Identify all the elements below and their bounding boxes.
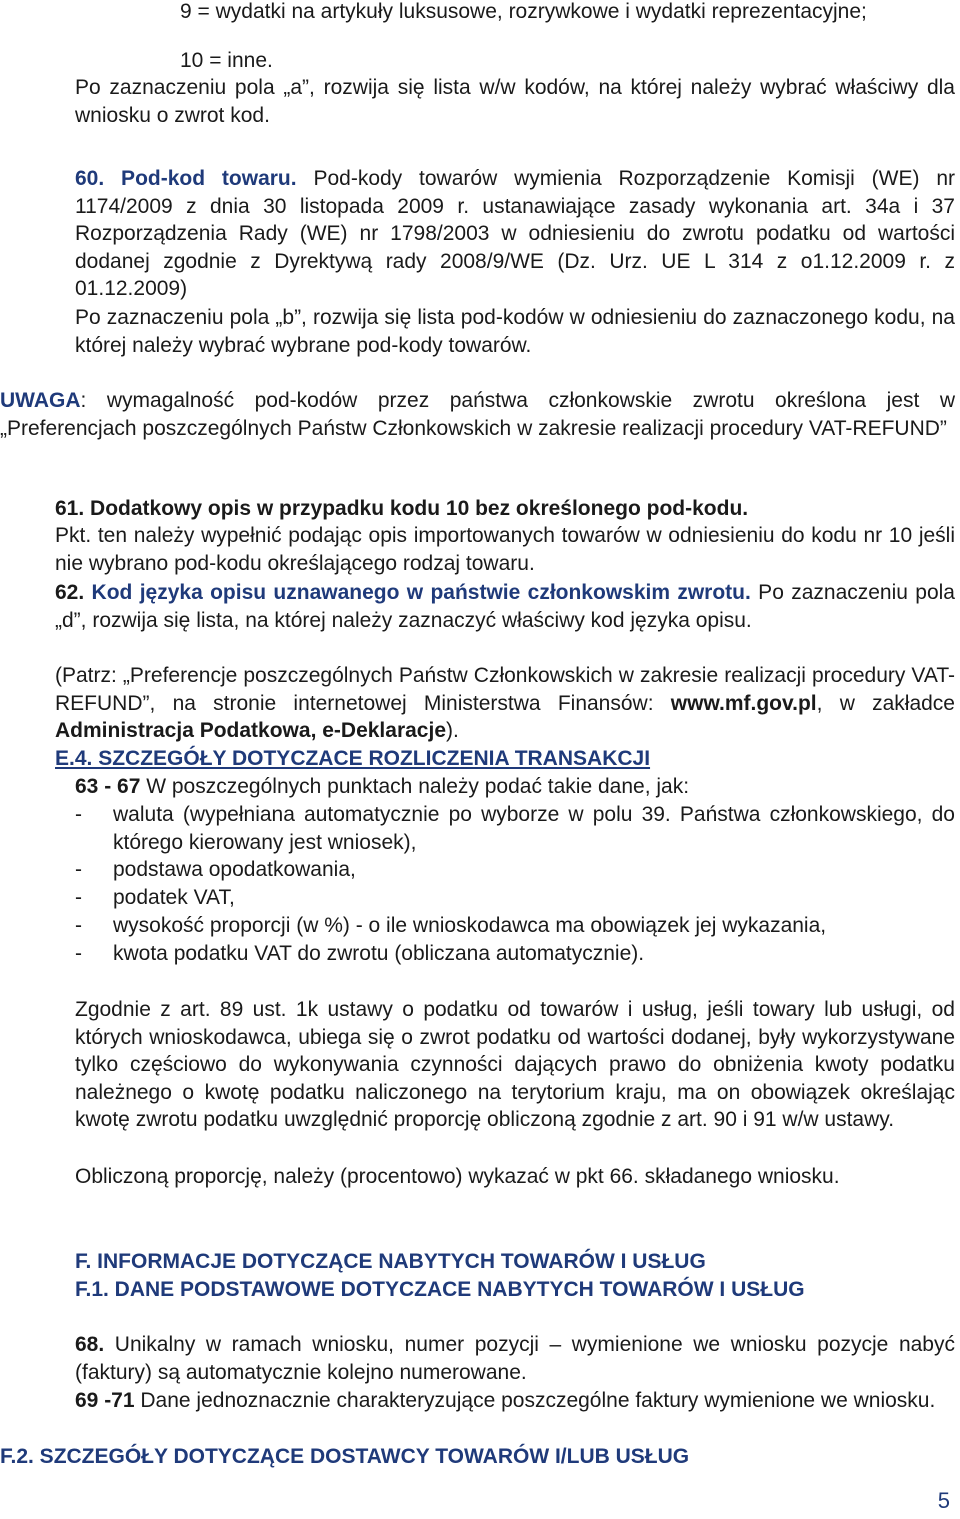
reference-text: (Patrz: „Preferencje poszczególnych Państw Członkowskich w zakresie realizacji procedury VAT-REFUND”, na stronie internetowej Ministerstwa Finansów:	[55, 664, 955, 715]
list-item-text: wysokość proporcji (w %) - o ile wnioskodawca ma obowiązek jej wykazania,	[113, 914, 827, 937]
item-68-text: Unikalny w ramach wniosku, numer pozycji – wymienione we wniosku pozycje nabyć (faktury) są automatycznie kolejno numerowane.	[75, 1333, 955, 1384]
page-number: 5	[937, 1488, 950, 1513]
uwaga-note	[0, 387, 955, 442]
list-note-a: Po zaznaczeniu pola „a”, rozwija się lista w/w kodów, na której należy wybrać właściwy dla wniosku o zwrot kod.	[75, 76, 955, 127]
section-62-text: Po zaznaczeniu pola „d”, rozwija się lista, na której należy zaznaczyć właściwy kod języka opisu.	[55, 581, 955, 632]
section-f-heading: F. INFORMACJE DOTYCZĄCE NABYTYCH TOWARÓW I USŁUG	[75, 1250, 706, 1273]
list-item	[75, 912, 955, 940]
list-item-text: waluta (wypełniana automatycznie po wyborze w polu 39. Państwa członkowskiego, do którego kierowany jest wniosek),	[113, 803, 955, 854]
code-item-9: 9 = wydatki na artykuły luksusowe, rozrywkowe i wydatki reprezentacyjne;	[180, 0, 867, 23]
list-item-text: podstawa opodatkowania,	[113, 858, 356, 881]
section-61-heading: 61. Dodatkowy opis w przypadku kodu 10 bez określonego pod-kodu.	[55, 497, 749, 520]
dash-bullet: -	[75, 914, 82, 937]
item-68	[75, 1331, 955, 1386]
section-62-label: Kod języka opisu uznawanego w państwie członkowskim zwrotu.	[91, 581, 751, 604]
code-item-10: 10 = inne.	[180, 49, 273, 72]
list-item-text: podatek VAT,	[113, 886, 235, 909]
item-69-num: 69 -71	[75, 1389, 135, 1412]
list-item-text: kwota podatku VAT do zwrotu (obliczana automatycznie).	[113, 942, 645, 965]
uwaga-label: UWAGA	[0, 389, 81, 412]
dash-bullet: -	[75, 942, 82, 965]
dash-bullet: -	[75, 886, 82, 909]
list-item	[75, 884, 955, 912]
section-60	[75, 165, 955, 303]
list-item	[75, 856, 955, 884]
tab-name: Administracja Podatkowa, e-Deklaracje	[55, 719, 446, 742]
section-e4-intro	[75, 773, 955, 801]
dash-bullet: -	[75, 858, 82, 881]
reference-text-2: , w zakładce	[816, 691, 955, 715]
reference-text-3: ).	[446, 719, 459, 742]
dash-bullet: -	[75, 803, 82, 826]
item-69-text: Dane jednoznacznie charakteryzujące poszczególne faktury wymienione we wniosku.	[134, 1389, 936, 1412]
article-89-paragraph: Zgodnie z art. 89 ust. 1k ustawy o podatku od towarów i usług, jeśli towary lub usługi, od których wnioskodawca, ubiega się o zwrot podatku od wartości dodanej, były wykorzystywane tylko częściowo do wykonywania czynności dających prawo do obniżenia kwoty podatku należnego o kwotę podatku naliczonego na terytorium kraju, ma on obowiązek określając kwotę zwrotu podatku uwzględnić proporcję obliczoną zgodnie z art. 90 i 91 w/w ustawy.	[75, 998, 955, 1131]
section-61-text: Pkt. ten należy wypełnić podając opis importowanych towarów w odniesieniu do kodu nr 10 jeśli nie wybrano pod-kodu określającego rodzaj towaru.	[55, 524, 955, 575]
section-62-num: 62.	[55, 581, 85, 604]
section-f1-heading: F.1. DANE PODSTAWOWE DOTYCZACE NABYTYCH TOWARÓW I USŁUG	[75, 1278, 805, 1301]
item-69-71	[75, 1387, 955, 1415]
list-note-b: Po zaznaczeniu pola „b”, rozwija się lista pod-kodów w odniesieniu do zaznaczonego kodu, na której należy wybrać wybrane pod-kody towarów.	[75, 306, 955, 357]
section-60-label: 60. Pod-kod towaru.	[75, 167, 297, 190]
list-item	[75, 801, 955, 856]
section-60-text: Pod-kody towarów wymienia Rozporządzenie Komisji (WE) nr 1174/2009 z dnia 30 listopada 2009 r. ustanawiające zasady wykonania art. 34a i 37 Rozporządzenia Rady (WE) nr 1798/2003 w odniesieniu do zwrotu podatku od wartości dodanej zgodnie z Dyrektywą rady 2008/9/WE (Dz. Urz. UE L 314 z o1.12.2009 r. z 01.12.2009)	[75, 167, 956, 300]
section-62-reference	[55, 662, 955, 745]
section-e4-title: E.4. SZCZEGÓŁY DOTYCZACE ROZLICZENIA TRANSAKCJI	[55, 747, 651, 770]
section-62	[55, 579, 955, 634]
section-e4-heading	[55, 745, 955, 773]
list-item	[75, 940, 955, 968]
section-f2-heading: F.2. SZCZEGÓŁY DOTYCZĄCE DOSTAWCY TOWARÓW I/LUB USŁUG	[0, 1445, 690, 1468]
item-68-num: 68.	[75, 1333, 105, 1356]
intro-text: W poszczególnych punktach należy podać takie dane, jak:	[140, 775, 690, 798]
proportion-paragraph: Obliczoną proporcję, należy (procentowo) wykazać w pkt 66. składanego wniosku.	[75, 1165, 840, 1188]
intro-num: 63 - 67	[75, 775, 141, 798]
uwaga-text: : wymagalność pod-kodów przez państwa członkowskie zwrotu określona jest w „Preferencjach poszczególnych Państw Członkowskich w zakresie realizacji procedury VAT-REFUND”	[0, 389, 955, 440]
mf-website-link[interactable]: www.mf.gov.pl	[670, 691, 817, 715]
